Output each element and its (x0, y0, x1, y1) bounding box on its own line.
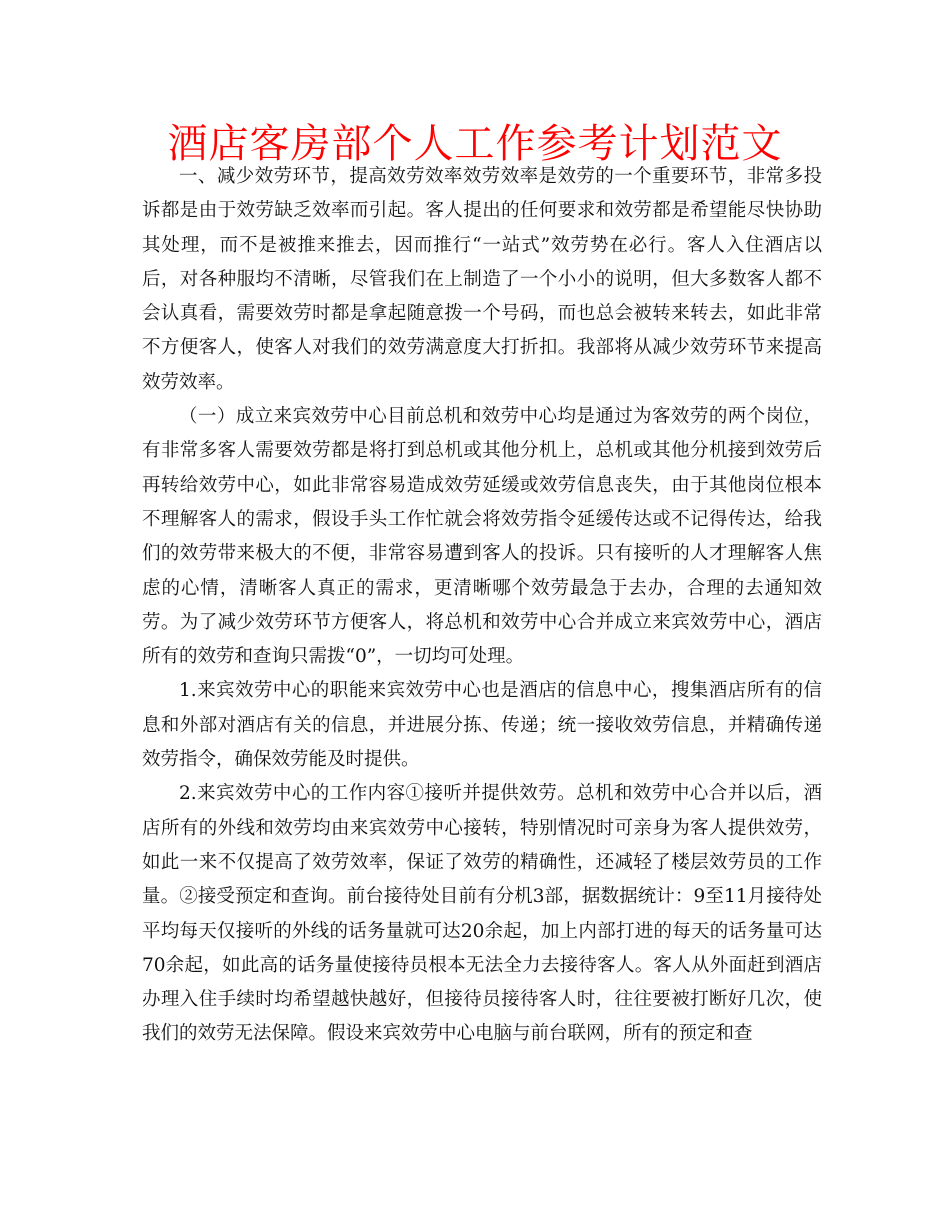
document-title: 酒店客房部个人工作参考计划范文 (167, 121, 783, 167)
paragraph-center-functions: 1.来宾效劳中心的职能来宾效劳中心也是酒店的信息中心，搜集酒店所有的信息和外部对酒店有关的信息，并进展分拣、传递；统一接收效劳信息，并精确传递效劳指令，确保效劳能及时提供。 (142, 680, 822, 771)
paragraph-guest-service-center: （一）成立来宾效劳中心目前总机和效劳中心均是通过为客效劳的两个岗位，有非常多客人需要效劳都是将打到总机或其他分机上，总机或其他分机接到效劳后再转给效劳中心，如此非常容易造成效劳延缓或效劳信息丧失，由于其他岗位根本不理解客人的需求，假设手头工作忙就会将效劳指令延缓传达或不记得传达，给我们的效劳带来极大的不便，非常容易遭到客人的投诉。只有接听的人才理解客人焦虑的心情，清晰客人真正的需求，更清晰哪个效劳最急于去办，合理的去通知效劳。为了减少效劳环节方便客人，将总机和效劳中心合并成立来宾效劳中心，酒店所有的效劳和查询只需拨“0”，一切均可处理。 (142, 406, 822, 668)
paragraph-center-work-content: 2.来宾效劳中心的工作内容①接听并提供效劳。总机和效劳中心合并以后，酒店所有的外线和效劳均由来宾效劳中心接转，特别情况时可亲身为客人提供效劳，如此一来不仅提高了效劳效率，保证了效劳的精确性，还减轻了楼层效劳员的工作量。②接受预定和查询。前台接待处目前有分机3部，据数据统计：9至11月接待处平均每天仅接听的外线的话务量就可达20余起，加上内部打进的每天的话务量可达70余起，如此高的话务量使接待员根本无法全力去接待客人。客人从外面赶到酒店办理入住手续时均希望越快越好，但接待员接待客人时，往往要被打断好几次，使我们的效劳无法保障。假设来宾效劳中心电脑与前台联网，所有的预定和查 (142, 783, 822, 1045)
document-body (142, 160, 822, 1052)
paragraph-reduce-service-steps: 一、减少效劳环节，提高效劳效率效劳效率是效劳的一个重要环节，非常多投诉都是由于效劳缺乏效率而引起。客人提出的任何要求和效劳都是希望能尽快协助其处理，而不是被推来推去，因而推行“一站式”效劳势在必行。客人入住酒店以后，对各种服均不清晰，尽管我们在上制造了一个小小的说明，但大多数客人都不会认真看，需要效劳时都是拿起随意拨一个号码，而也总会被转来转去，如此非常不方便客人，使客人对我们的效劳满意度大打折扣。我部将从减少效劳环节来提高效劳效率。 (142, 166, 822, 393)
